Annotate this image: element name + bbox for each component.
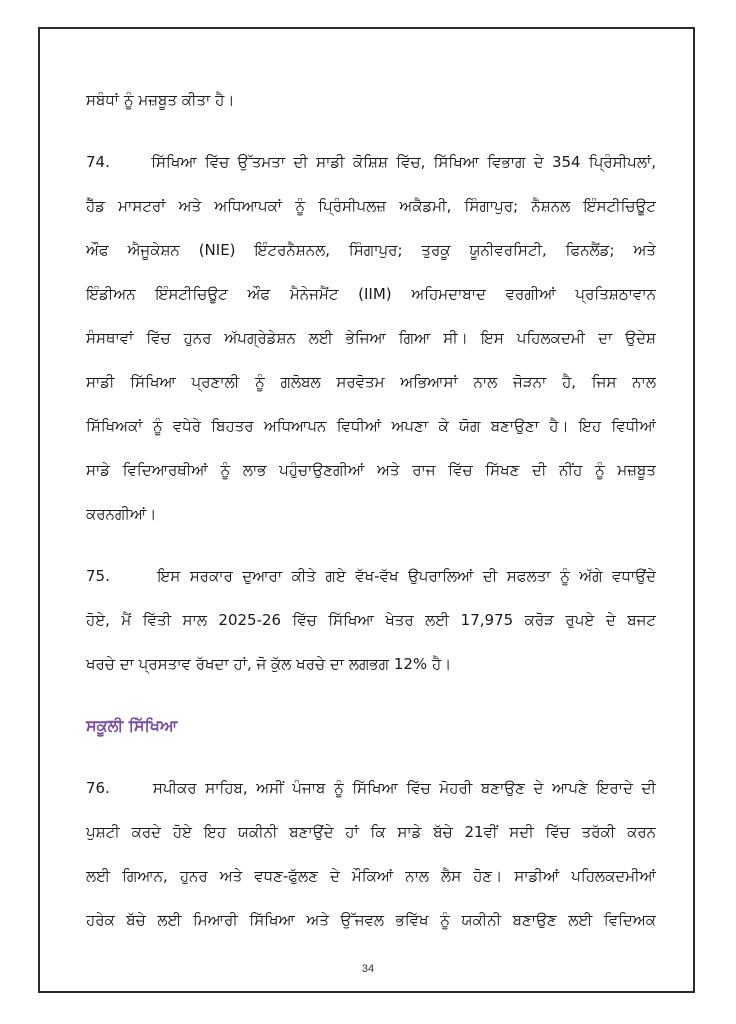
page-content xyxy=(86,78,656,942)
paragraph-spacer xyxy=(86,748,656,766)
paragraph-line: ਸੰਸਥਾਵਾਂ ਵਿੱਚ ਹੁਨਰ ਅੱਪਗ੍ਰੇਡੇਸ਼ਨ ਲਈ ਭੇਜਿਆ ਗਿਆ ਸੀ। ਇਸ ਪਹਿਲਕਦਮੀ ਦਾ ਉਦੇਸ਼ xyxy=(86,329,656,347)
paragraph-number: 75. xyxy=(86,567,110,585)
paragraph-line: ਇੰਡੀਅਨ ਇੰਸਟੀਚਿਊਟ ਔਫ ਮੈਨੇਜਮੈਂਟ (IIM) ਅਹਿਮਦਾਬਾਦ ਵਰਗੀਆਂ ਪ੍ਰਤਿਸ਼ਠਾਵਾਨ xyxy=(86,285,656,303)
intro-line: ਸਬੰਧਾਂ ਨੂੰ ਮਜ਼ਬੂਤ ਕੀਤਾ ਹੈ। xyxy=(86,91,235,109)
paragraph-spacer xyxy=(86,686,656,704)
paragraph-line: ਪੁਸ਼ਟੀ ਕਰਦੇ ਹੋਏ ਇਹ ਯਕੀਨੀ ਬਣਾਉਂਦੇ ਹਾਂ ਕਿ ਸਾਡੇ ਬੱਚੇ 21ਵੀਂ ਸਦੀ ਵਿੱਚ ਤਰੱਕੀ ਕਰਨ xyxy=(86,823,656,841)
paragraph-number: 74. xyxy=(86,153,110,171)
paragraph-line: ਹੈੱਡ ਮਾਸਟਰਾਂ ਅਤੇ ਅਧਿਆਪਕਾਂ ਨੂੰ ਪ੍ਰਿੰਸੀਪਲਜ਼ ਅਕੈਡਮੀ, ਸਿੰਗਾਪੁਰ; ਨੈਸ਼ਨਲ ਇੰਸਟੀਚਿਊਟ xyxy=(86,197,656,215)
paragraph-line xyxy=(86,554,656,598)
paragraph-line xyxy=(86,140,656,184)
paragraph-text: ਇਸ ਸਰਕਾਰ ਦੁਆਰਾ ਕੀਤੇ ਗਏ ਵੱਖ-ਵੱਖ ਉਪਰਾਲਿਆਂ ਦੀ ਸਫਲਤਾ ਨੂੰ ਅੱਗੇ ਵਧਾਉਂਦੇ xyxy=(157,567,656,585)
paragraph-75 xyxy=(86,554,656,686)
section-heading: ਸਕੂਲੀ ਸਿੱਖਿਆ xyxy=(86,716,178,735)
paragraph-line: ਸਾਡੇ ਵਿਦਿਆਰਥੀਆਂ ਨੂੰ ਲਾਭ ਪਹੁੰਚਾਉਣਗੀਆਂ ਅਤੇ ਰਾਜ ਵਿੱਚ ਸਿੱਖਣ ਦੀ ਨੀਂਹ ਨੂੰ ਮਜ਼ਬੂਤ xyxy=(86,461,656,479)
paragraph-line: ਸਾਡੀ ਸਿੱਖਿਆ ਪ੍ਰਣਾਲੀ ਨੂੰ ਗਲੋਬਲ ਸਰਵੋਤਮ ਅਭਿਆਸਾਂ ਨਾਲ ਜੋੜਨਾ ਹੈ, ਜਿਸ ਨਾਲ xyxy=(86,373,656,391)
paragraph-line xyxy=(86,766,656,810)
paragraph-line: ਕਰਨਗੀਆਂ। xyxy=(86,505,157,523)
paragraph-line: ਹਰੇਕ ਬੱਚੇ ਲਈ ਮਿਆਰੀ ਸਿੱਖਿਆ ਅਤੇ ਉੱਜਵਲ ਭਵਿੱਖ ਨੂੰ ਯਕੀਨੀ ਬਣਾਉਣ ਲਈ ਵਿਦਿਅਕ xyxy=(86,911,656,929)
paragraph-text: ਸਿੱਖਿਆ ਵਿੱਚ ਉੱਤਮਤਾ ਦੀ ਸਾਡੀ ਕੋਸ਼ਿਸ਼ ਵਿੱਚ, ਸਿੱਖਿਆ ਵਿਭਾਗ ਦੇ 354 ਪ੍ਰਿੰਸੀਪਲਾਂ, xyxy=(151,153,656,171)
paragraph-spacer xyxy=(86,122,656,140)
paragraph-line: ਹੋਏ, ਮੈਂ ਵਿੱਤੀ ਸਾਲ 2025-26 ਵਿੱਚ ਸਿੱਖਿਆ ਖੇਤਰ ਲਈ 17,975 ਕਰੋੜ ਰੁਪਏ ਦੇ ਬਜਟ xyxy=(86,611,656,629)
paragraph-text: ਸਪੀਕਰ ਸਾਹਿਬ, ਅਸੀਂ ਪੰਜਾਬ ਨੂੰ ਸਿੱਖਿਆ ਵਿੱਚ ਮੋਹਰੀ ਬਣਾਉਣ ਦੇ ਆਪਣੇ ਇਰਾਦੇ ਦੀ xyxy=(152,779,656,797)
paragraph-76 xyxy=(86,766,656,942)
paragraph-spacer xyxy=(86,536,656,554)
paragraph-74 xyxy=(86,140,656,536)
paragraph-line: ਲਈ ਗਿਆਨ, ਹੁਨਰ ਅਤੇ ਵਧਣ-ਫੁੱਲਣ ਦੇ ਮੌਕਿਆਂ ਨਾਲ ਲੈਸ ਹੋਣ। ਸਾਡੀਆਂ ਪਹਿਲਕਦਮੀਆਂ xyxy=(86,867,656,885)
paragraph-number: 76. xyxy=(86,779,110,797)
paragraph-line: ਸਿੱਖਿਅਕਾਂ ਨੂੰ ਵਧੇਰੇ ਬਿਹਤਰ ਅਧਿਆਪਨ ਵਿਧੀਆਂ ਅਪਣਾ ਕੇ ਯੋਗ ਬਣਾਉਣਾ ਹੈ। ਇਹ ਵਿਧੀਆਂ xyxy=(86,417,656,435)
paragraph-line: ਖਰਚੇ ਦਾ ਪ੍ਰਸਤਾਵ ਰੱਖਦਾ ਹਾਂ, ਜੋ ਕੁੱਲ ਖਰਚੇ ਦਾ ਲਗਭਗ 12% ਹੈ। xyxy=(86,655,452,673)
paragraph-line: ਔਫ ਐਜੂਕੇਸ਼ਨ (NIE) ਇੰਟਰਨੈਸ਼ਨਲ, ਸਿੰਗਾਪੁਰ; ਤੁਰਕੂ ਯੂਨੀਵਰਸਿਟੀ, ਫਿਨਲੈਂਡ; ਅਤੇ xyxy=(86,241,656,259)
page-number: 34 xyxy=(361,963,375,975)
